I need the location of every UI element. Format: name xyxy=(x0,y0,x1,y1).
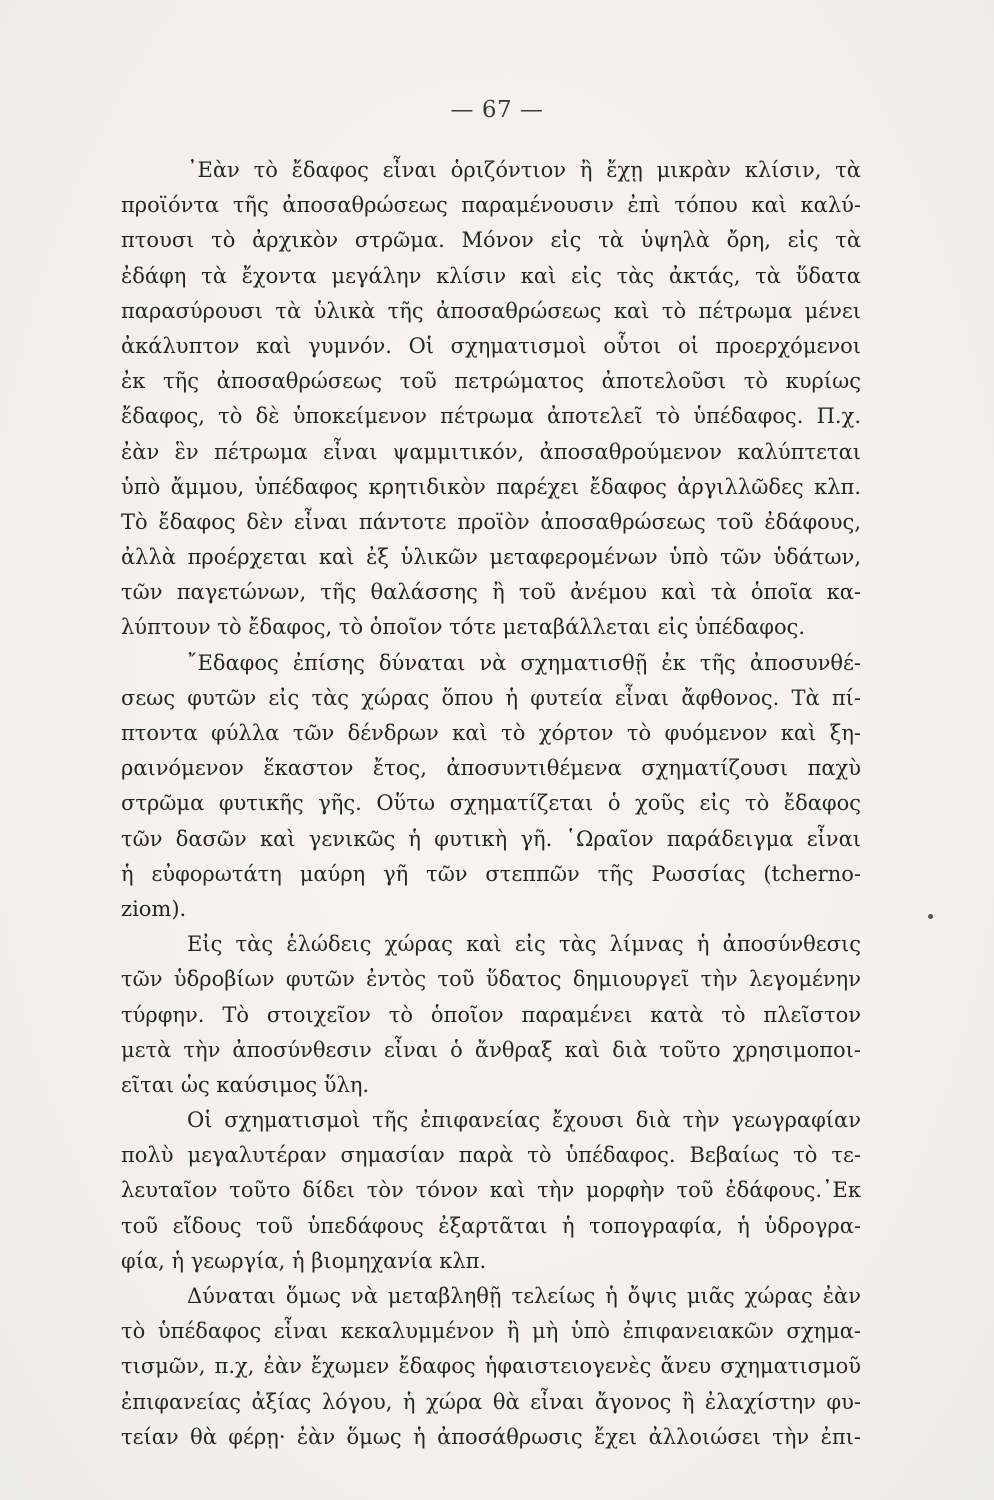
text-line: παρασύρουσι τὰ ὑλικὰ τῆς ἀποσαθρώσεως καὶ τὸ πέτρωμα μένει xyxy=(121,298,861,323)
text-line: σεως φυτῶν εἰς τὰς χώρας ὅπου ἡ φυτεία εἶναι ἄφθονος. Τὰ πί- xyxy=(121,685,861,710)
text-line: πολὺ μεγαλυτέραν σημασίαν παρὰ τὸ ὑπέδαφος. Βεβαίως τὸ τε- xyxy=(121,1143,861,1168)
page-number: — 67 — xyxy=(450,97,544,123)
text-line: ἀκάλυπτον καὶ γυμνόν. Οἱ σχηματισμοὶ οὗτοι οἱ προερχόμενοι xyxy=(121,333,861,358)
text-line: ἐδάφη τὰ ἔχοντα μεγάλην κλίσιν καὶ εἰς τὰς ἀκτάς, τὰ ὕδατα xyxy=(121,263,861,288)
print-speck xyxy=(928,914,933,919)
text-line: ραινόμενον ἕκαστον ἔτος, ἀποσυντιθέμενα σχηματίζουσι παχὺ xyxy=(121,756,861,781)
text-line: εῖται ὡς καύσιμος ὕλη. xyxy=(121,1072,370,1097)
text-line: λευταῖον τοῦτο δίδει τὸν τόνον καὶ τὴν μορφὴν τοῦ ἐδάφους.᾿Εκ xyxy=(121,1178,861,1203)
text-line: φία, ἡ γεωργία, ἡ βιομηχανία κλπ. xyxy=(121,1248,487,1273)
text-line: προϊόντα τῆς ἀποσαθρώσεως παραμένουσιν ἐπὶ τόπου καὶ καλύ- xyxy=(121,193,861,218)
text-line: ἐὰν ἓν πέτρωμα εἶναι ψαμμιτικόν, ἀποσαθρούμενον καλύπτεται xyxy=(121,439,861,464)
text-line: τοῦ εἴδους τοῦ ὑπεδάφους ἐξαρτᾶται ἡ τοπογραφία, ἡ ὑδρογρα- xyxy=(121,1213,861,1238)
text-line: τὸ ὑπέδαφος εἶναι κεκαλυμμένον ἢ μὴ ὑπὸ ἐπιφανειακῶν σχημα- xyxy=(121,1319,861,1344)
text-line: λύπτουν τὸ ἔδαφος, τὸ ὁποῖον τότε μεταβάλλεται εἰς ὑπέδαφος. xyxy=(121,615,806,640)
text-line: ῎Εδαφος ἐπίσης δύναται νὰ σχηματισθῇ ἐκ τῆς ἀποσυνθέ- xyxy=(187,650,861,675)
text-line: ἔδαφος, τὸ δὲ ὑποκείμενον πέτρωμα ἀποτελεῖ τὸ ὑπέδαφος. Π.χ. xyxy=(121,404,861,429)
text-line: ἐπιφανείας ἀξίας λόγου, ἡ χώρα θὰ εἶναι ἄγονος ἢ ἐλαχίστην φυ- xyxy=(121,1389,861,1414)
text-line: στρῶμα φυτικῆς γῆς. Οὕτω σχηματίζεται ὁ χοῦς εἰς τὸ ἔδαφος xyxy=(121,791,861,816)
body-text xyxy=(121,153,861,1455)
text-line: τισμῶν, π.χ, ἐὰν ἔχωμεν ἔδαφος ἡφαιστειογενὲς ἄνευ σχηματισμοῦ xyxy=(121,1354,861,1379)
text-line: ziom). xyxy=(121,896,187,921)
text-line: τῶν δασῶν καὶ γενικῶς ἡ φυτικὴ γῆ. ῾Ωραῖον παράδειγμα εἶναι xyxy=(121,826,861,851)
text-line: τῶν παγετώνων, τῆς θαλάσσης ἢ τοῦ ἀνέμου καὶ τὰ ὁποῖα κα- xyxy=(121,580,861,605)
text-line: Οἱ σχηματισμοὶ τῆς ἐπιφανείας ἔχουσι διὰ τὴν γεωγραφίαν xyxy=(187,1108,861,1133)
text-line: ἐκ τῆς ἀποσαθρώσεως τοῦ πετρώματος ἀποτελοῦσι τὸ κυρίως xyxy=(121,369,861,394)
text-line: πτοντα φύλλα τῶν δένδρων καὶ τὸ χόρτον τὸ φυόμενον καὶ ξη- xyxy=(121,721,861,745)
text-line: Τὸ ἔδαφος δὲν εἶναι πάντοτε προϊὸν ἀποσαθρώσεως τοῦ ἐδάφους, xyxy=(121,509,861,534)
text-line: τῶν ὑδροβίων φυτῶν ἐντὸς τοῦ ὕδατος δημιουργεῖ τὴν λεγομένην xyxy=(121,967,861,992)
text-line: Δύναται ὅμως νὰ μεταβληθῇ τελείως ἡ ὄψις μιᾶς χώρας ἐὰν xyxy=(187,1284,861,1308)
text-line: τείαν θὰ φέρῃ· ἐὰν ὅμως ἡ ἀποσάθρωσις ἔχει ἀλλοιώσει τὴν ἐπι- xyxy=(121,1424,861,1449)
text-line: ἀλλὰ προέρχεται καὶ ἐξ ὑλικῶν μεταφερομένων ὑπὸ τῶν ὑδάτων, xyxy=(121,545,861,570)
text-line: Εἰς τὰς ἑλώδεις χώρας καὶ εἰς τὰς λίμνας ἡ ἀποσύνθεσις xyxy=(187,932,861,957)
text-line: τύρφην. Τὸ στοιχεῖον τὸ ὁποῖον παραμένει κατὰ τὸ πλεῖστον xyxy=(121,1002,861,1027)
text-line: ᾿Εὰν τὸ ἔδαφος εἶναι ὁριζόντιον ἢ ἔχῃ μικρὰν κλίσιν, τὰ xyxy=(187,158,861,182)
text-line: ὑπὸ ἄμμου, ὑπέδαφος κρητιδικὸν παρέχει ἔδαφος ἀργιλλῶδες κλπ. xyxy=(121,474,861,499)
text-line: πτουσι τὸ ἀρχικὸν στρῶμα. Μόνον εἰς τὰ ὑψηλὰ ὄρη, εἰς τὰ xyxy=(121,228,861,253)
text-line: μετὰ τὴν ἀποσύνθεσιν εἶναι ὁ ἄνθραξ καὶ διὰ τοῦτο χρησιμοποι- xyxy=(121,1037,861,1062)
text-line: ἡ εὐφορωτάτη μαύρη γῆ τῶν στεππῶν τῆς Ρωσσίας (tcherno- xyxy=(121,861,861,886)
